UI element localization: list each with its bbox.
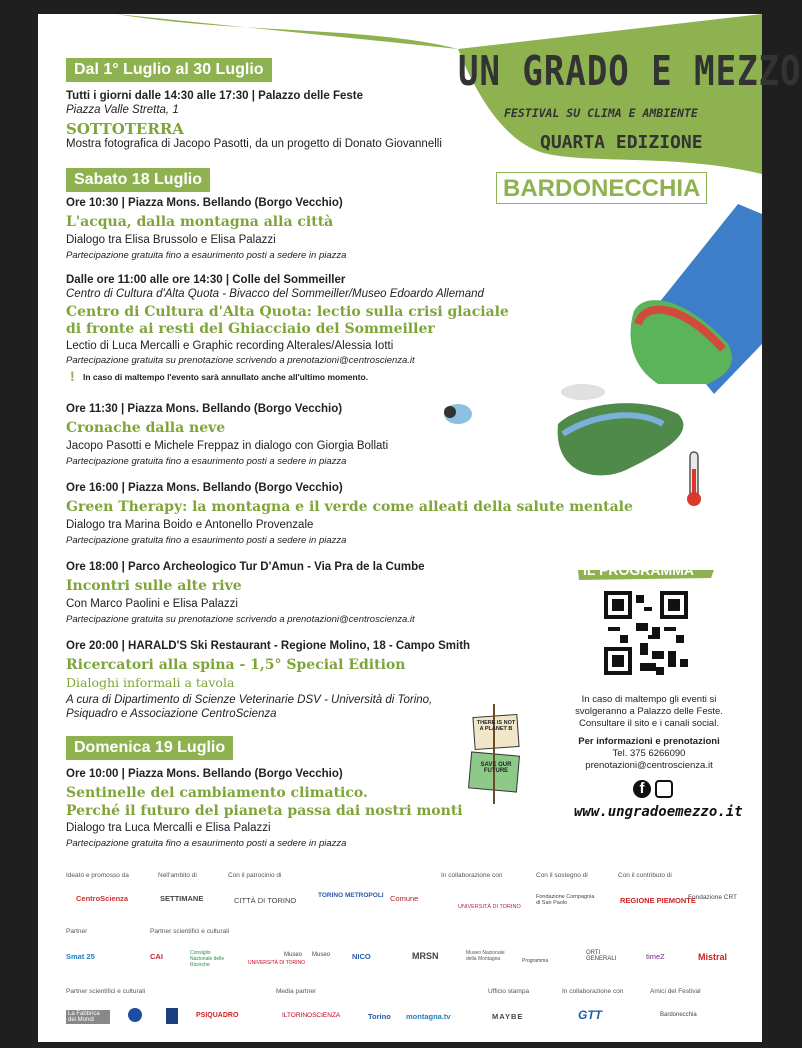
period-band: Dal 1° Luglio al 30 Luglio (66, 58, 272, 82)
sign-1-text: THERE IS NOT A PLANET B (476, 720, 516, 732)
event-title: Sentinelle del cambiamento climatico. (66, 785, 368, 801)
event-desc: Lectio di Luca Mercalli e Graphic recording Alterales/Alessia Iotti (66, 340, 394, 352)
sponsor-logo: NICO (352, 952, 371, 961)
sponsor-logo: MAYBE (492, 1012, 524, 1021)
period-event-desc: Mostra fotografica di Jacopo Pasotti, da un progetto di Donato Giovannelli (66, 138, 442, 150)
sponsor-logo: ORTI GENERALI (586, 950, 617, 962)
weather-note-3: Consultare il sito e i canali social. (579, 718, 719, 729)
event-desc: Dialogo tra Elisa Brussolo e Elisa Palazzi (66, 234, 276, 246)
program-label: IL PROGRAMMA (583, 562, 694, 578)
event-time: Ore 10:00 | Piazza Mons. Bellando (Borgo Vecchio) (66, 768, 343, 780)
city-badge: BARDONECCHIA (496, 172, 707, 204)
sponsor-header: Nell'ambito di (158, 872, 197, 879)
sponsor-logo: CentroScienza (76, 894, 129, 903)
sign-2-text: SAVE OUR FUTURE (480, 762, 512, 774)
sponsor-logo: Programma (522, 958, 549, 964)
event-time: Ore 18:00 | Parco Archeologico Tur D'Amun - Via Pra de la Cumbe (66, 561, 425, 573)
festival-title: UN GRADO E MEZZO (458, 48, 802, 96)
period-address: Piazza Valle Stretta, 1 (66, 104, 179, 116)
event-title-line2: di fronte ai resti del Ghiacciaio del Sommeiller (66, 321, 435, 337)
info-phone[interactable]: Tel. 375 6266090 (612, 748, 686, 759)
sponsor-logo: UNIVERSITÀ DI TORINO (248, 960, 306, 966)
period-event-title: SOTTOTERRA (66, 120, 184, 138)
sponsor-logo: Museo (284, 952, 303, 958)
sponsor-logo: Smat 25 (66, 952, 95, 961)
sponsor-logo: MRSN (412, 951, 439, 961)
sponsor-logo: GTT (578, 1008, 602, 1022)
event-title: Incontri sulle alte rive (66, 578, 242, 594)
sponsor-logo: Torino (368, 1012, 391, 1021)
sponsor-header: Con il patrocinio di (228, 872, 282, 879)
event-title: Cronache dalla neve (66, 420, 226, 436)
sponsor-header: Partner scientifici e culturali (66, 988, 146, 995)
sponsor-logo (128, 1008, 142, 1022)
sponsor-logo: SETTIMANE (160, 894, 204, 903)
event-title: Green Therapy: la montagna e il verde come alleati della salute mentale (66, 499, 633, 515)
sponsor-logo: UNIVERSITÀ DI TORINO (458, 904, 521, 910)
poster (38, 14, 802, 1042)
sponsor-header: Partner (66, 928, 88, 935)
facebook-icon[interactable]: f (633, 780, 651, 798)
instagram-icon[interactable] (655, 780, 673, 798)
festival-subtitle: FESTIVAL SU CLIMA E AMBIENTE (504, 106, 698, 120)
sponsor-header: Partner scientifici e culturali (150, 928, 230, 935)
sponsor-logo: CAI (150, 952, 163, 961)
event-time: Ore 10:30 | Piazza Mons. Bellando (Borgo Vecchio) (66, 197, 343, 209)
sponsor-logo: timeZ (646, 952, 665, 961)
weather-note-1: In caso di maltempo gli eventi si (581, 694, 717, 705)
qr-code[interactable] (604, 591, 688, 675)
sponsor-logo: CITTÀ DI TORINO (234, 896, 297, 905)
sponsor-header: Con il sostegno di (536, 872, 588, 879)
sunday-band: Domenica 19 Luglio (66, 736, 233, 760)
sponsor-logo: La Fabbrica dei Mondi (66, 1010, 110, 1024)
event-place: Centro di Cultura d'Alta Quota - Bivacco del Sommeiller/Museo Edoardo Allemand (66, 288, 484, 300)
sponsor-header: In collaborazione con (441, 872, 503, 879)
sponsor-logo: Fondazione Compagnia di San Paolo (536, 894, 595, 906)
period-time: Tutti i giorni dalle 14:30 alle 17:30 | Palazzo delle Feste (66, 90, 363, 102)
warning-icon: ! (70, 368, 75, 384)
weather-note-2: svolgeranno a Palazzo delle Feste. (575, 706, 723, 717)
website-link[interactable]: www.ungradoemezzo.it (574, 804, 743, 820)
event-desc-line2: Psiquadro e Associazione CentroScienza (66, 708, 277, 720)
event-warning: In caso di maltempo l'evento sarà annullato anche all'ultimo momento. (83, 372, 369, 382)
event-note: Partecipazione gratuita fino a esaurimento posti a sedere in piazza (66, 838, 347, 849)
sponsor-logo: ILTORINOSCIENZA (282, 1012, 341, 1019)
event-note: Partecipazione gratuita fino a esaurimento posti a sedere in piazza (66, 456, 347, 467)
sponsor-logo (166, 1008, 178, 1024)
sponsor-logo: Bardonecchia (660, 1012, 697, 1018)
event-time: Ore 16:00 | Piazza Mons. Bellando (Borgo Vecchio) (66, 482, 343, 494)
info-email[interactable]: prenotazioni@centroscienza.it (585, 760, 713, 771)
event-title-line2: Perché il futuro del pianeta passa dai nostri monti (66, 803, 463, 819)
sponsor-header: Con il contributo di (618, 872, 672, 879)
sponsor-logo: PSIQUADRO (196, 1012, 239, 1019)
sponsor-logo: REGIONE PIEMONTE (620, 896, 696, 905)
event-note: Partecipazione gratuita fino a esaurimento posti a sedere in piazza (66, 535, 347, 546)
sponsor-header: In collaborazione con (562, 988, 624, 995)
sponsor-logo: Museo Nazionale della Montagna (466, 950, 505, 962)
event-note: Partecipazione gratuita fino a esaurimento posti a sedere in piazza (66, 250, 347, 261)
event-note: Partecipazione gratuita su prenotazione scrivendo a prenotazioni@centroscienza.it (66, 355, 415, 366)
event-subtitle: Dialoghi informali a tavola (66, 675, 235, 690)
sponsor-header: Ideato e promosso da (66, 872, 129, 879)
event-time: Ore 11:30 | Piazza Mons. Bellando (Borgo Vecchio) (66, 403, 343, 415)
sponsor-logo: Mistral (698, 952, 728, 962)
event-title: Centro di Cultura d'Alta Quota: lectio sulla crisi glaciale (66, 304, 509, 320)
event-desc: A cura di Dipartimento di Scienze Veterinarie DSV - Università di Torino, (66, 694, 433, 706)
event-time: Dalle ore 11:00 alle ore 14:30 | Colle del Sommeiller (66, 274, 346, 286)
sponsor-header: Amici del Festival (650, 988, 701, 995)
event-title: Ricercatori alla spina - 1,5° Special Edition (66, 657, 406, 673)
sponsor-logo: Consiglio Nazionale delle Ricerche (190, 950, 225, 968)
event-desc: Con Marco Paolini e Elisa Palazzi (66, 598, 238, 610)
sponsor-logo: Comune (390, 894, 419, 903)
sponsor-logo: montagna.tv (406, 1012, 451, 1021)
sponsor-logo: Museo (312, 952, 331, 958)
event-note: Partecipazione gratuita su prenotazione scrivendo a prenotazioni@centroscienza.it (66, 614, 415, 625)
event-title: L'acqua, dalla montagna alla città (66, 214, 334, 230)
sponsor-logo: TORINO METROPOLI (318, 892, 384, 899)
sponsor-header: Ufficio stampa (488, 988, 530, 995)
sponsor-logo: Fondazione CRT (688, 894, 738, 901)
event-desc: Dialogo tra Marina Boido e Antonello Provenzale (66, 519, 314, 531)
edition-label: QUARTA EDIZIONE (540, 132, 703, 153)
event-time: Ore 20:00 | HARALD'S Ski Restaurant - Regione Molino, 18 - Campo Smith (66, 640, 471, 652)
saturday-band: Sabato 18 Luglio (66, 168, 210, 192)
event-desc: Dialogo tra Luca Mercalli e Elisa Palazzi (66, 822, 271, 834)
sponsor-header: Media partner (276, 988, 317, 995)
info-title: Per informazioni e prenotazioni (578, 736, 720, 747)
event-desc: Jacopo Pasotti e Michele Freppaz in dialogo con Giorgia Bollati (66, 440, 389, 452)
